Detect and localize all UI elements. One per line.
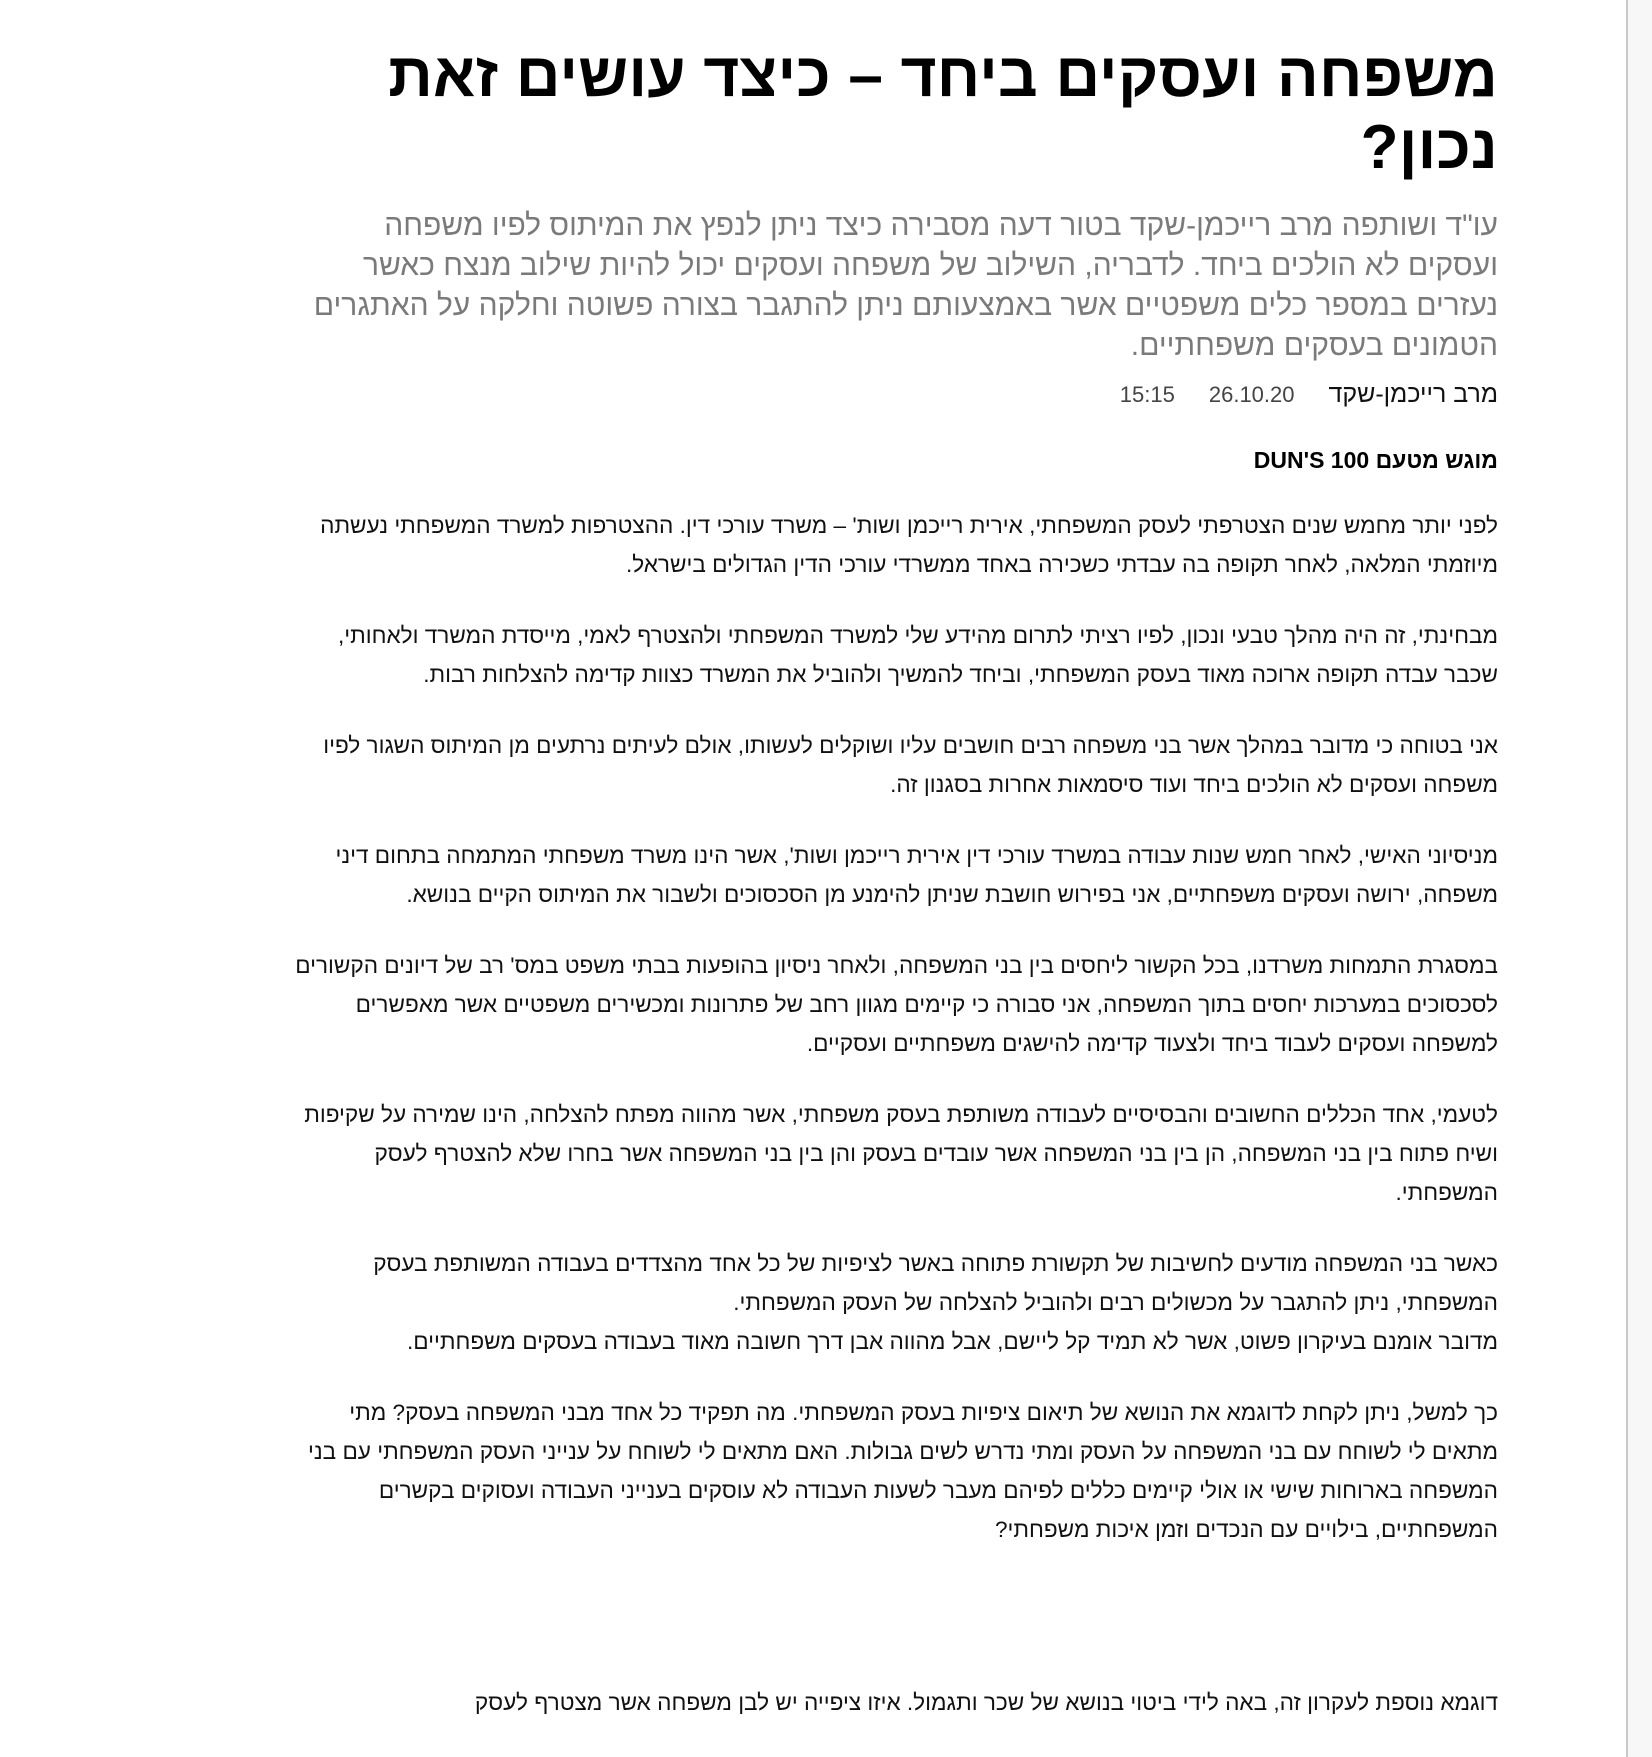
author-name[interactable]: מרב רייכמן-שקד	[1328, 380, 1498, 408]
paragraph: לטעמי, אחד הכללים החשובים והבסיסיים לעבודה משותפת בעסק משפחתי, אשר מהווה מפתח להצלחה, הינו שמירה על שקיפות ושיח פתוח בין בני המשפחה, הן בין בני המשפחה אשר עובדים בעסק והן בין בני המשפחה אשר בחרו שלא להצטרף לעסק המשפחתי.	[304, 1102, 1498, 1205]
paragraph: במסגרת התמחות משרדנו, בכל הקשור ליחסים בין בני המשפחה, ולאחר ניסיון בהופעות בבתי משפט במס' רב של דיונים הקשורים לסכסוכים במערכות יחסים בתוך המשפחה, אני סבורה כי קיימים מגוון רחב של פתרונות ומכשירים משפטיים אשר מאפשרים למשפחה ועסקים לעבוד ביחד ולצעוד קדימה להישגים משפחתיים ועסקיים.	[295, 953, 1498, 1056]
paragraph: כך למשל, ניתן לקחת לדוגמא את הנושא של תיאום ציפיות בעסק המשפחתי. מה תפקיד כל אחד מבני המשפחה בעסק? מתי מתאים לי לשוחח עם בני המשפחה על העסק ומתי נדרש לשים גבולות. האם מתאים לי לשוחח על ענייני העסק המשפחתי עם בני המשפחה בארוחות שישי או אולי קיימים כללים לפיהם מעבר לשעות העבודה לא עוסקים בענייני העבודה ועסוקים בקשרים המשפחתיים, בילויים עם הנכדים וזמן איכות משפחתי?	[308, 1400, 1498, 1542]
page-right-edge	[1626, 0, 1652, 1757]
article-title: משפחה ועסקים ביחד – כיצד עושים זאת נכון?	[388, 41, 1498, 182]
sponsored-label: מוגש מטעם DUN'S 100	[1253, 447, 1498, 473]
publish-date: 26.10.20	[1208, 382, 1295, 407]
article-meta	[278, 380, 1498, 409]
article-body	[278, 506, 1498, 1722]
paragraph: מדובר אומנם בעיקרון פשוט, אשר לא תמיד קל ליישם, אבל מהווה אבן דרך חשובה מאוד בעבודה בעסקים משפחתיים.	[406, 1329, 1498, 1354]
paragraph: כאשר בני המשפחה מודעים לחשיבות של תקשורת פתוחה באשר לציפיות של כל אחד מהצדדים בעבודה המשותפת בעסק המשפחתי, ניתן להתגבר על מכשולים רבים ולהוביל להצלחה של העסק המשפחתי.	[373, 1251, 1498, 1315]
paragraph: מניסיוני האישי, לאחר חמש שנות עבודה במשרד עורכי דין אירית רייכמן ושות', אשר הינו משרד משפחתי המתמחה בתחום דיני משפחה, ירושה ועסקים משפחתיים, אני בפירוש חושבת שניתן להימנע מן הסכסוכים ולשבור את המיתוס הקיים בנושא.	[335, 843, 1498, 907]
paragraph: אני בטוחה כי מדובר במהלך אשר בני משפחה רבים חושבים עליו ושוקלים לעשותו, אולם לעיתים נרתעים מן המיתוס השגור לפיו משפחה ועסקים לא הולכים ביחד ועוד סיסמאות אחרות בסגנון זה.	[323, 733, 1498, 797]
paragraph: דוגמא נוספת לעקרון זה, באה לידי ביטוי בנושא של שכר ותגמול. איזו ציפייה יש לבן משפחה אשר מצטרף לעסק	[474, 1690, 1498, 1715]
article-subtitle: עו"ד ושותפה מרב רייכמן-שקד בטור דעה מסבירה כיצד ניתן לנפץ את המיתוס לפיו משפחה ועסקים לא הולכים ביחד. לדבריה, השילוב של משפחה ועסקים יכול להיות שילוב מנצח כאשר נעזרים במספר כלים משפטיים אשר באמצעותם ניתן להתגבר בצורה פשוטה וחלקה על האתגרים הטמונים בעסקים משפחתיים.	[313, 209, 1498, 362]
publish-time: 15:15	[1119, 382, 1175, 407]
paragraph: מבחינתי, זה היה מהלך טבעי ונכון, לפיו רציתי לתרום מהידע שלי למשרד המשפחתי ולהצטרף לאמי, מייסדת המשרד ולאחותי, שכבר עבדה תקופה ארוכה מאוד בעסק המשפחתי, וביחד להמשיך ולהוביל את המשרד כצוות קדימה להצלחות רבות.	[337, 623, 1498, 687]
article	[278, 40, 1498, 1754]
paragraph: לפני יותר מחמש שנים הצטרפתי לעסק המשפחתי, אירית רייכמן ושות' – משרד עורכי דין. ההצטרפות למשרד המשפחתי נעשתה מיוזמתי המלאה, לאחר תקופה בה עבדתי כשכירה באחד ממשרדי עורכי הדין הגדולים בישראל.	[320, 513, 1498, 577]
